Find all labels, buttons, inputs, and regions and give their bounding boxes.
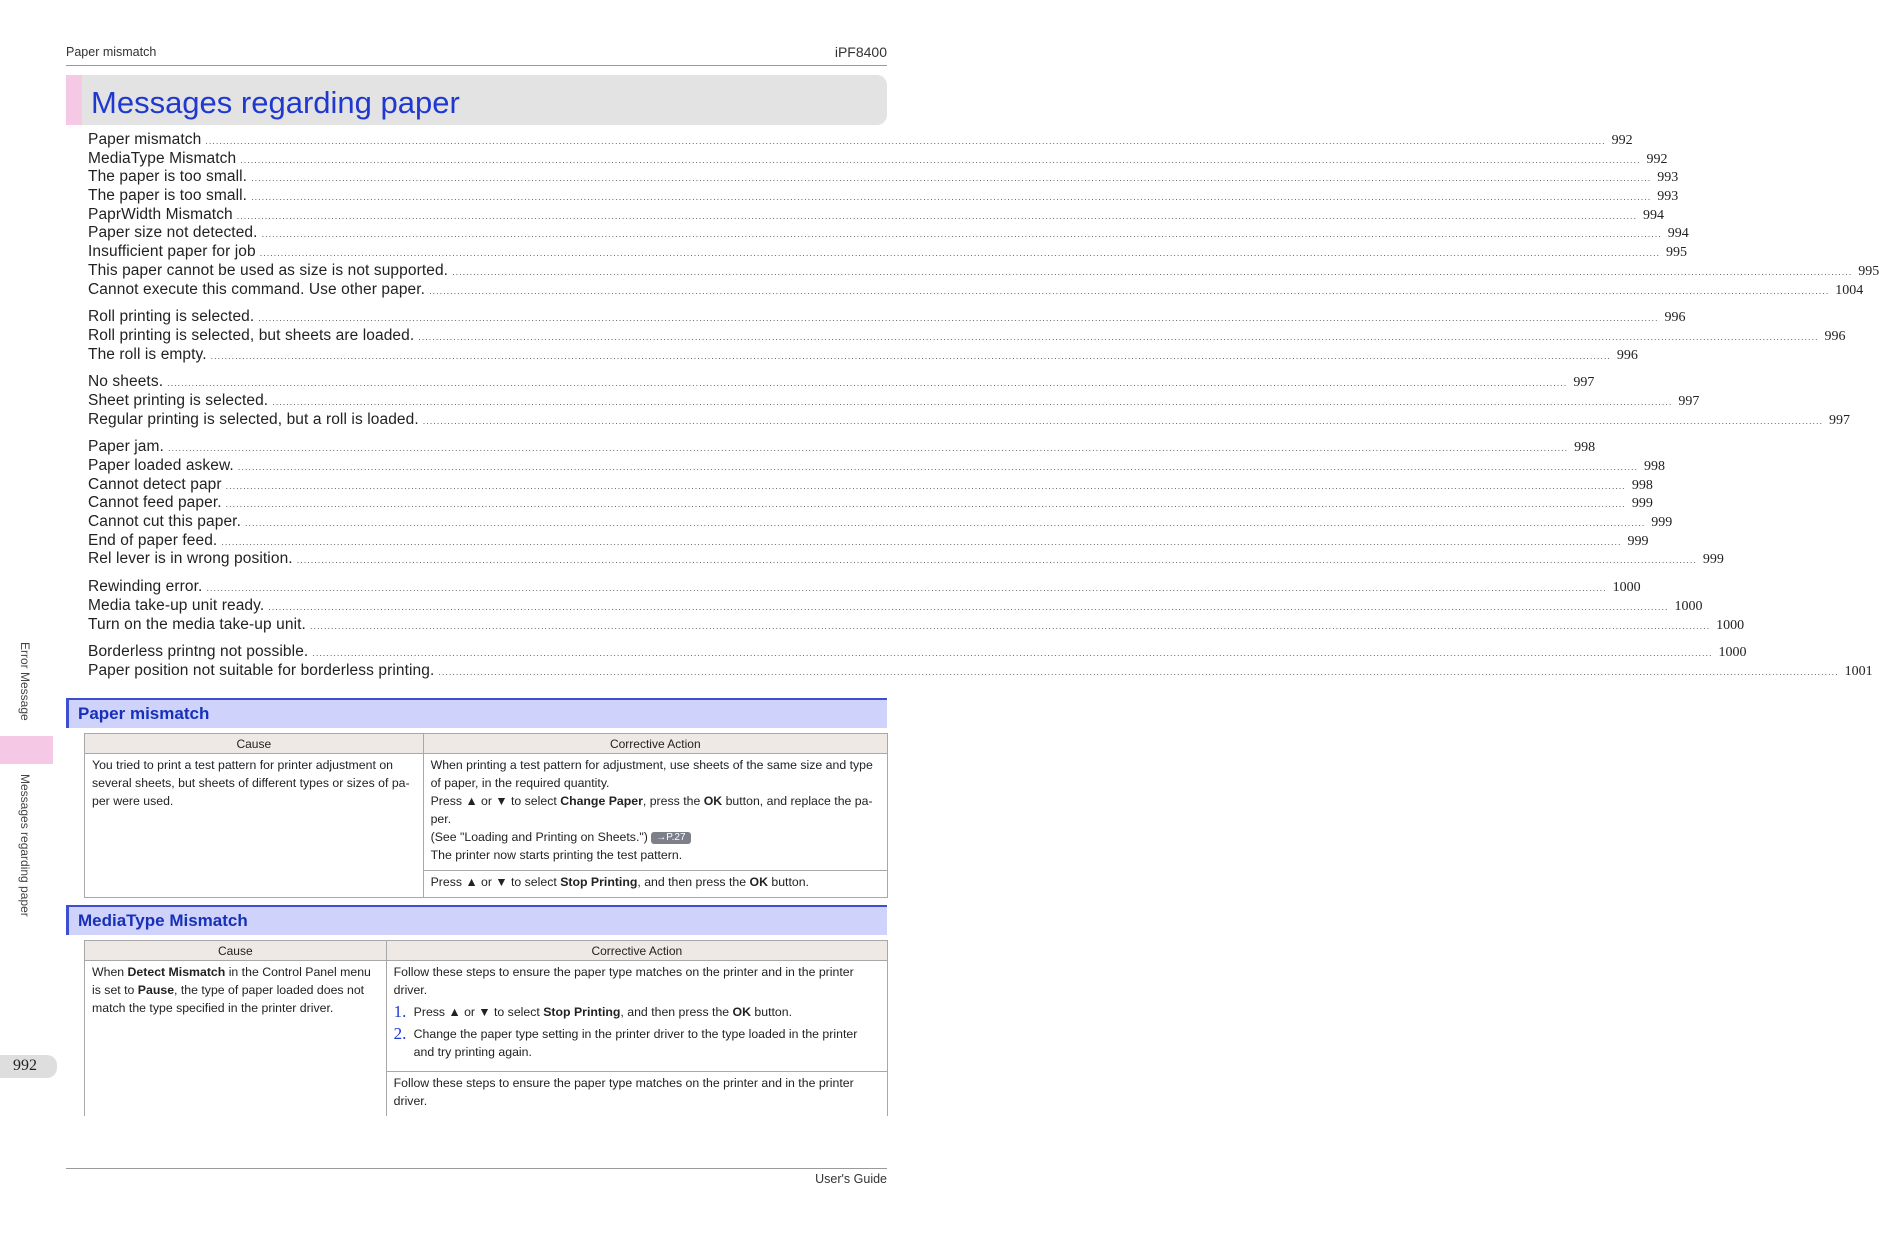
toc-group [88,373,1850,429]
toc-entry-label: Paper mismatch [88,131,202,148]
toc-entry-page: 1000 [1612,580,1641,596]
toc-entry-label: Cannot execute this command. Use other paper. [88,280,426,298]
header-rule [66,65,887,66]
toc-entry-label: Turn on the media take-up unit. [88,615,306,633]
cause-cell: You tried to print a test pattern for printer adjustment on several sheets, but sheets of different types or sizes of pa-per were used. [85,754,424,898]
toc-leader-dots: ................................................................................................................................................................................................................................................................................................................................................................................................................ [251,192,1652,203]
toc-leader-dots: ................................................................................................................................................................................................................................................................................................................................................................................................................ [237,462,1639,472]
toc-entry-label: No sheets. [88,373,164,391]
toc-leader-dots: ................................................................................................................................................................................................................................................................................................................................................................................................................ [296,555,1697,566]
toc-entry[interactable] [88,131,1633,150]
toc-entry-page: 993 [1657,189,1679,205]
toc-entry[interactable] [88,326,1846,346]
toc-entry[interactable] [88,261,1879,281]
running-header-model: iPF8400 [834,44,887,60]
toc-entry-label: The roll is empty. [88,345,207,363]
running-header-section: Paper mismatch [66,45,157,59]
toc-entry-label: Insufficient paper for job [88,243,256,261]
toc-entry-page: 1001 [1844,663,1873,679]
toc-entry-page: 996 [1616,347,1638,363]
toc-entry-label: Roll printing is selected. [88,308,255,326]
toc-entry-label: Media take-up unit ready. [88,596,265,614]
steps-list [394,1003,880,1061]
toc-entry-page: 997 [1678,393,1700,409]
toc-entry[interactable] [88,391,1700,411]
toc-entry[interactable] [88,205,1664,225]
toc-entry[interactable] [88,513,1673,532]
toc-leader-dots: ................................................................................................................................................................................................................................................................................................................................................................................................................ [438,666,1839,677]
toc-entry[interactable] [88,224,1689,243]
toc-entry-label: Borderless printng not possible. [88,643,309,661]
toc-leader-dots: ................................................................................................................................................................................................................................................................................................................................................................................................................ [240,154,1641,165]
toc-entry-page: 998 [1644,459,1666,474]
toc-entry-page: 1000 [1716,617,1745,633]
toc-entry[interactable] [88,187,1679,206]
toc-entry-label: Cannot feed paper. [88,494,222,512]
toc-entry-label: Rel lever is in wrong position. [88,550,293,568]
page-number-badge [0,1055,57,1078]
toc-leader-dots: ................................................................................................................................................................................................................................................................................................................................................................................................................ [259,248,1660,259]
toc-leader-dots: ................................................................................................................................................................................................................................................................................................................................................................................................................ [312,648,1713,659]
toc-entry-label: End of paper feed. [88,531,218,549]
toc-entry-label: Cannot cut this paper. [88,513,241,531]
action-cell: Press ▲ or ▼ to select Stop Printing, and then press the OK button. [423,871,887,898]
toc-entry-page: 999 [1651,515,1673,531]
page-number: 992 [13,1057,37,1074]
section-heading-mediatype-mismatch [66,905,887,935]
section-heading-text: Paper mismatch [78,704,210,723]
toc-entry[interactable] [88,373,1595,392]
toc-entry-label: Rewinding error. [88,578,203,596]
column-header-action: Corrective Action [386,941,887,961]
toc-entry-page: 1000 [1674,598,1703,614]
column-header-action: Corrective Action [423,734,887,754]
toc-entry-page: 993 [1657,170,1679,186]
toc-entry-label: Sheet printing is selected. [88,391,269,409]
toc-entry-page: 996 [1664,310,1686,326]
toc-entry[interactable] [88,345,1638,365]
toc-entry-label: The paper is too small. [88,168,248,186]
toc-entry-page: 994 [1643,207,1664,223]
toc-entry[interactable] [88,280,1864,300]
step-item: 1. Press ▲ or ▼ to select Stop Printing, and then press the OK button. [393,1002,793,1021]
sidebar-tab-error-message[interactable]: Error Message [18,642,32,721]
toc-entry-page: 999 [1702,552,1724,568]
toc-entry-page: 995 [1858,263,1879,279]
toc-entry-page: 992 [1646,151,1668,167]
toc-entry[interactable] [88,243,1687,262]
toc-leader-dots: ................................................................................................................................................................................................................................................................................................................................................................................................................ [167,378,1568,389]
footer-rule [66,1168,887,1169]
toc-leader-dots: ................................................................................................................................................................................................................................................................................................................................................................................................................ [272,396,1673,407]
toc-leader-dots: ................................................................................................................................................................................................................................................................................................................................................................................................................ [210,350,1611,361]
toc-entry[interactable] [88,457,1666,476]
toc-entry[interactable] [88,596,1703,616]
toc-entry[interactable] [88,149,1668,169]
toc-entry[interactable] [88,550,1724,569]
toc-entry-page: 997 [1828,412,1850,428]
column-header-cause: Cause [85,941,387,961]
page-reference-link[interactable]: →P.27 [651,832,690,844]
toc-leader-dots: ................................................................................................................................................................................................................................................................................................................................................................................................................ [452,266,1853,277]
toc-leader-dots: ................................................................................................................................................................................................................................................................................................................................................................................................................ [418,331,1819,342]
page-title-band [66,75,887,125]
toc-group [88,643,1873,680]
toc-entry[interactable] [88,615,1745,635]
toc-entry-label: The paper is too small. [88,187,248,205]
toc-entry-page: 999 [1627,533,1649,549]
toc-entry-label: MediaType Mismatch [88,149,237,167]
footer-guide-label: User's Guide [815,1172,887,1186]
toc-entry-label: Paper loaded askew. [88,457,234,474]
toc-entry-page: 994 [1667,226,1689,242]
toc-entry-label: Regular printing is selected, but a roll is loaded. [88,410,419,428]
paper-mismatch-table [84,733,888,898]
toc-entry[interactable] [88,308,1686,327]
mediatype-mismatch-table [84,940,888,1116]
toc-leader-dots: ................................................................................................................................................................................................................................................................................................................................................................................................................ [261,229,1662,240]
toc-leader-dots: ................................................................................................................................................................................................................................................................................................................................................................................................................ [309,620,1711,631]
toc-entry-label: Paper size not detected. [88,224,258,242]
sidebar-active-marker [0,736,53,764]
toc-entry-page: 998 [1574,440,1596,456]
toc-entry-page: 992 [1611,133,1633,148]
toc-leader-dots: ................................................................................................................................................................................................................................................................................................................................................................................................................ [251,173,1652,184]
toc-entry-label: PaprWidth Mismatch [88,205,233,223]
toc-entry[interactable] [88,531,1649,551]
toc-entry-page: 995 [1665,245,1687,261]
toc-entry-label: Cannot detect papr [88,475,222,493]
toc-entry-page: 999 [1631,496,1653,512]
toc-leader-dots: ................................................................................................................................................................................................................................................................................................................................................................................................................ [225,499,1626,510]
action-cell: Follow these steps to ensure the paper type matches on the printer and in the printer driver. [386,1072,887,1117]
step-item: 2. Change the paper type setting in the printer driver to the type loaded in the printer and try printing again. [393,1024,858,1059]
sidebar-tab-messages-regarding-paper[interactable]: Messages regarding paper [18,774,32,917]
section-heading-paper-mismatch [66,698,887,728]
toc-entry[interactable] [88,475,1653,495]
toc-entry[interactable] [88,661,1873,681]
toc-entry[interactable] [88,578,1641,597]
toc-group [88,308,1846,364]
toc-leader-dots: ................................................................................................................................................................................................................................................................................................................................................................................................................ [422,415,1823,426]
action-cell: When printing a test pattern for adjustment, use sheets of the same size and type of paper, in the required quantity. Press ▲ or ▼ to select Change Paper, press the OK button, and replace the pa-per. (See "Loading and Printing on Sheets.") →P.27 The printer now starts printing the test pattern. [423,754,887,871]
toc-group [88,438,1724,569]
cause-cell: When Detect Mismatch in the Control Panel menu is set to Pause, the type of paper loaded does not match the type specified in the printer driver. [85,961,387,1117]
toc-leader-dots: ................................................................................................................................................................................................................................................................................................................................................................................................................ [167,443,1569,454]
page-title: Messages regarding paper [91,85,460,120]
toc-entry-page: 1000 [1718,645,1747,661]
toc-entry-label: Paper jam. [88,438,164,456]
toc-entry-page: 998 [1631,477,1653,493]
toc-leader-dots: ................................................................................................................................................................................................................................................................................................................................................................................................................ [206,583,1607,594]
toc-entry-page: 1004 [1835,282,1864,298]
toc-leader-dots: ................................................................................................................................................................................................................................................................................................................................................................................................................ [429,285,1830,296]
toc-leader-dots: ................................................................................................................................................................................................................................................................................................................................................................................................................ [268,601,1669,612]
toc-entry-page: 997 [1573,375,1595,391]
toc-entry[interactable] [88,438,1596,457]
toc-entry[interactable] [88,494,1653,513]
toc-leader-dots: ................................................................................................................................................................................................................................................................................................................................................................................................................ [205,136,1606,146]
action-cell: Follow these steps to ensure the paper type matches on the printer and in the printer driver. 1. Press ▲ or ▼ to select Stop Printing, and then press the OK button. 2. Change the paper type setting in the printer driver to the type loaded in the printer and try printing again. [386,961,887,1072]
toc-leader-dots: ................................................................................................................................................................................................................................................................................................................................................................................................................ [245,518,1646,529]
toc-entry[interactable] [88,168,1679,187]
toc-leader-dots: ................................................................................................................................................................................................................................................................................................................................................................................................................ [236,210,1637,221]
table-of-contents [88,131,1879,690]
toc-entry-label: Paper position not suitable for borderless printing. [88,661,435,679]
toc-entry[interactable] [88,410,1850,430]
toc-entry-label: Roll printing is selected, but sheets are loaded. [88,326,415,344]
section-heading-text: MediaType Mismatch [78,911,248,930]
column-header-cause: Cause [85,734,424,754]
toc-entry-label: This paper cannot be used as size is not supported. [88,261,449,279]
toc-leader-dots: ................................................................................................................................................................................................................................................................................................................................................................................................................ [221,536,1622,547]
toc-group [88,578,1745,634]
toc-leader-dots: ................................................................................................................................................................................................................................................................................................................................................................................................................ [225,480,1626,491]
toc-group [88,131,1879,299]
toc-entry[interactable] [88,643,1747,662]
toc-leader-dots: ................................................................................................................................................................................................................................................................................................................................................................................................................ [258,313,1659,324]
toc-entry-page: 996 [1824,328,1846,344]
title-accent-bar [66,75,82,125]
